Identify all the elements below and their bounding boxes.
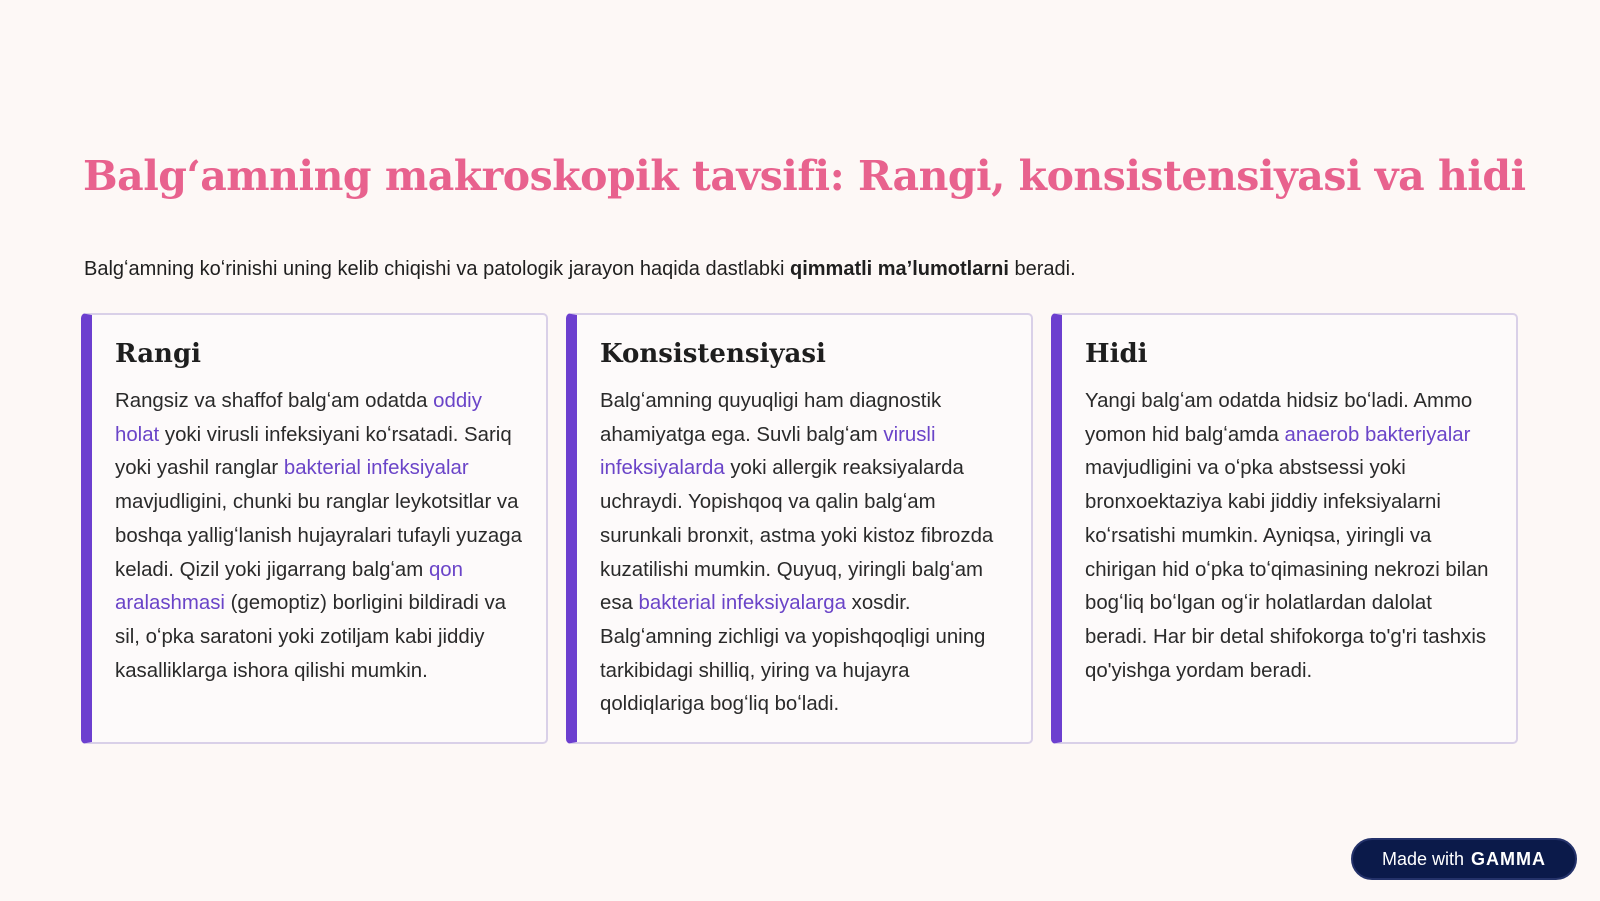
card-text: mavjudligini va oʻpka abstsessi yoki bronxoektaziya kabi jiddiy infeksiyalarni koʻrsatishi mumkin. Ayniqsa, yiringli va chirigan hid oʻpka toʻqimasining nekrozi bilan bogʻliq boʻlgan ogʻir holatlardan dalolat beradi. Har bir detal shifokorga to'g'ri tashxis qo'yishga yordam beradi.: [1085, 457, 1489, 682]
highlighted-term: virusli infeksiyalarda: [600, 423, 936, 480]
card-odor: [1051, 313, 1518, 744]
card-color: [81, 313, 548, 744]
card-text: Balgʻamning quyuqligi ham diagnostik ahamiyatga ega. Suvli balgʻam: [600, 390, 942, 446]
card-body: [115, 385, 526, 688]
made-with-gamma-badge[interactable]: [1351, 838, 1577, 880]
card-body: [600, 385, 1011, 722]
card-text: Rangsiz va shaffof balgʻam odatda: [115, 390, 434, 412]
card-text: Yangi balgʻam odatda hidsiz boʻladi. Ammo yomon hid balgʻamda: [1085, 390, 1473, 446]
card-text: xosdir. Balgʻamning zichligi va yopishqoqligi uning tarkibidagi shilliq, yiring va hujayra qoldiqlariga bogʻliq boʻladi.: [600, 592, 986, 716]
card-title: Rangi: [115, 339, 202, 369]
highlighted-term: bakterial infeksiyalarga: [638, 592, 846, 615]
card-body: [1085, 385, 1496, 688]
highlighted-term: anaerob bakteriyalar: [1284, 423, 1471, 446]
subtitle-text-start: Balgʻamning koʻrinishi uning kelib chiqishi va patologik jarayon haqida dastlabki: [84, 258, 790, 280]
card-text: (gemoptiz) borligini bildiradi va sil, oʻpka saratoni yoki zotiljam kabi jiddiy kasalliklarga ishora qilishi mumkin.: [115, 592, 506, 682]
gamma-logo: GAMMA: [1471, 848, 1547, 869]
subtitle-text-end: beradi.: [1008, 258, 1076, 280]
card-text: mavjudligini, chunki bu ranglar leykotsitlar va boshqa yalligʻlanish hujayralari tufayli yuzaga keladi. Qizil yoki jigarrang balgʻam: [115, 491, 522, 581]
highlighted-term: oddiy holat: [115, 390, 482, 446]
card-text: yoki virusli infeksiyani koʻrsatadi. Sariq yoki yashil ranglar: [115, 423, 512, 480]
page-subtitle: [84, 258, 1076, 281]
highlighted-term: bakterial infeksiyalar: [283, 457, 469, 480]
badge-label: Made with: [1381, 848, 1465, 869]
card-text: yoki allergik reaksiyalarda uchraydi. Yopishqoq va qalin balgʻam surunkali bronxit, astma yoki kistoz fibrozda kuzatilishi mumkin. Quyuq, yiringli balgʻam esa: [600, 457, 994, 615]
card-title: Hidi: [1085, 339, 1148, 369]
card-row: [81, 313, 1518, 744]
page-title: Balgʻamning makroskopik tavsifi: Rangi, konsistensiyasi va hidi: [83, 152, 1526, 200]
highlighted-term: qon aralashmasi: [115, 558, 463, 615]
card-consistency: [566, 313, 1033, 744]
card-title: Konsistensiyasi: [600, 339, 826, 369]
subtitle-bold-text: qimmatli maʼlumotlarni: [789, 258, 1009, 280]
